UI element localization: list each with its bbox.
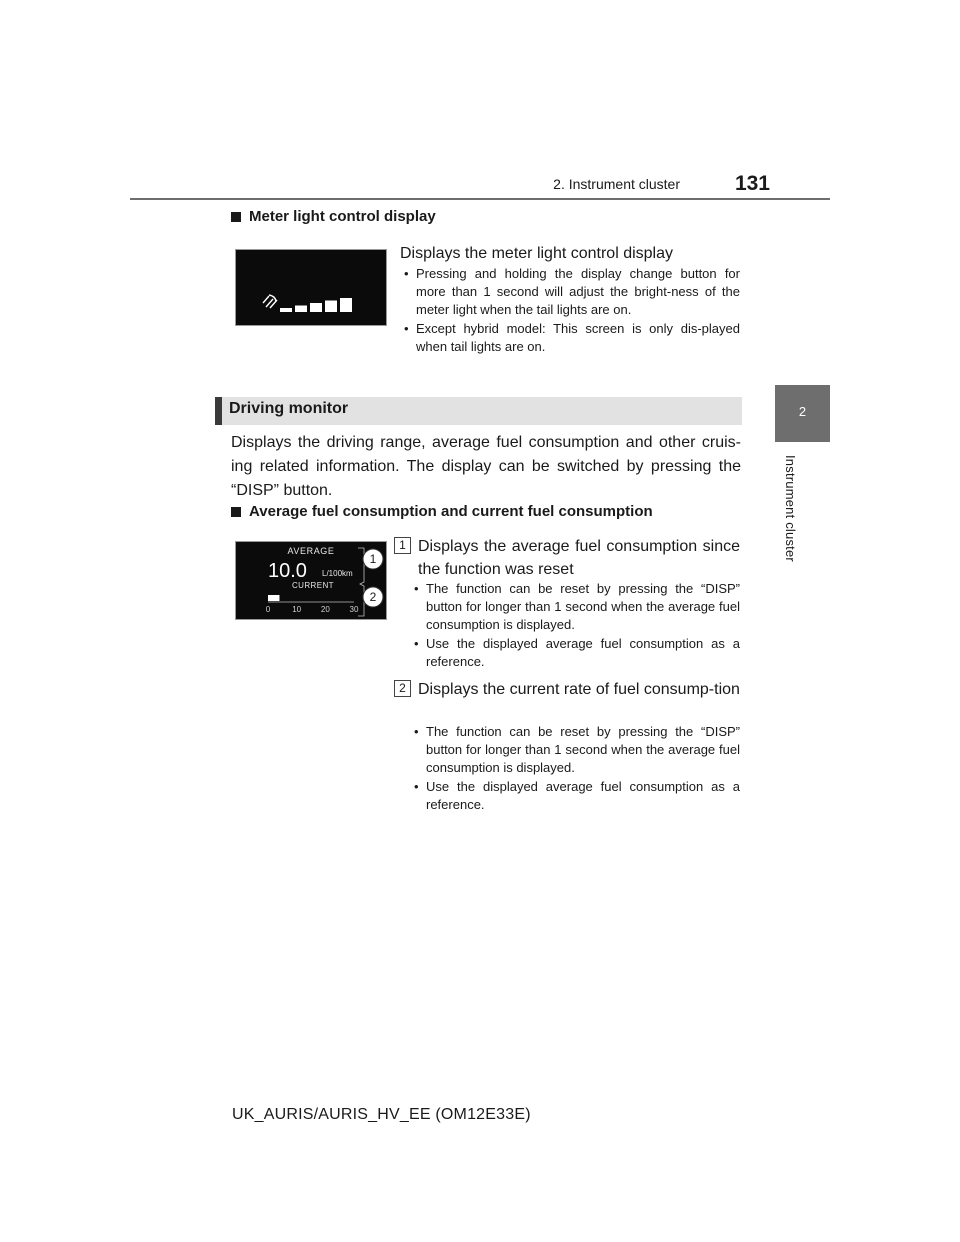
brightness-bar (340, 298, 352, 312)
callout-2-number: 2 (369, 590, 377, 604)
meter-light-description: Displays the meter light control display (400, 245, 674, 262)
chapter-tab-label: Instrument cluster (783, 455, 798, 562)
current-consumption-bar (268, 595, 279, 601)
brightness-bar (280, 308, 292, 312)
brightness-level-bars (280, 298, 352, 312)
brightness-bar (325, 301, 337, 313)
header-rule (130, 198, 830, 200)
current-label: CURRENT (292, 581, 334, 590)
meter-light-graphic (236, 250, 386, 325)
bullet-item: • The function can be reset by pressing the “DISP” button for longer than 1 second when the average fuel consumption is displayed. (410, 580, 740, 634)
fuel-consumption-heading-text: Average fuel consumption and current fuel consumption (249, 503, 653, 520)
average-value: 10.0 (268, 560, 307, 582)
footer-document-code: UK_AURIS/AURIS_HV_EE (OM12E33E) (232, 1106, 531, 1123)
item-1-title: Displays the average fuel consumption since the function was reset (418, 538, 740, 578)
item-2-title: Displays the current rate of fuel consump-tion (418, 681, 740, 698)
meter-light-heading-text: Meter light control display (249, 208, 436, 225)
meter-light-screen (235, 249, 387, 326)
item-1-bullets (410, 580, 740, 672)
bullet-item: • Use the displayed average fuel consumption as a reference. (410, 635, 740, 671)
light-icon (263, 295, 277, 308)
callout-1-icon (362, 548, 384, 570)
driving-monitor-banner-accent (215, 397, 222, 425)
scale-tick-label: 20 (320, 605, 330, 614)
brightness-bar (310, 303, 322, 312)
item-2-bullets (410, 723, 740, 815)
driving-monitor-title: Driving monitor (229, 400, 349, 417)
driving-monitor-paragraph: Displays the driving range, average fuel consumption and other cruis-ing related information. The display can be switched by pressing the “DISP” button. (231, 434, 741, 499)
average-unit: L/100km (322, 569, 353, 578)
bullet-item: • Except hybrid model: This screen is only dis-played when tail lights are on. (400, 320, 740, 356)
bullet-item: • Use the displayed average fuel consumption as a reference. (410, 778, 740, 814)
chapter-tab-number: 2 (798, 404, 807, 419)
item-2-number-box: 2 (394, 680, 411, 697)
meter-light-bullets (400, 265, 740, 357)
item-1-number-box: 1 (394, 537, 411, 554)
scale-tick-label: 0 (265, 605, 271, 614)
square-bullet-icon (231, 212, 241, 222)
meter-light-heading (231, 208, 436, 225)
scale-tick-label: 30 (349, 605, 359, 614)
callout-2-icon (362, 586, 384, 608)
square-bullet-icon (231, 507, 241, 517)
scale-tick-label: 10 (292, 605, 302, 614)
bullet-item: • Pressing and holding the display change button for more than 1 second will adjust the bright-ness of the meter light when the tail lights are on. (400, 265, 740, 319)
header-section-title: 2. Instrument cluster (553, 176, 680, 192)
bullet-item: • The function can be reset by pressing the “DISP” button for longer than 1 second when the average fuel consumption is displayed. (410, 723, 740, 777)
callout-1-number: 1 (369, 552, 377, 566)
page-number: 131 (734, 172, 770, 195)
average-label: AVERAGE (287, 546, 335, 556)
scale-labels (266, 605, 359, 614)
fuel-consumption-heading (231, 503, 653, 520)
brightness-bar (295, 306, 307, 313)
